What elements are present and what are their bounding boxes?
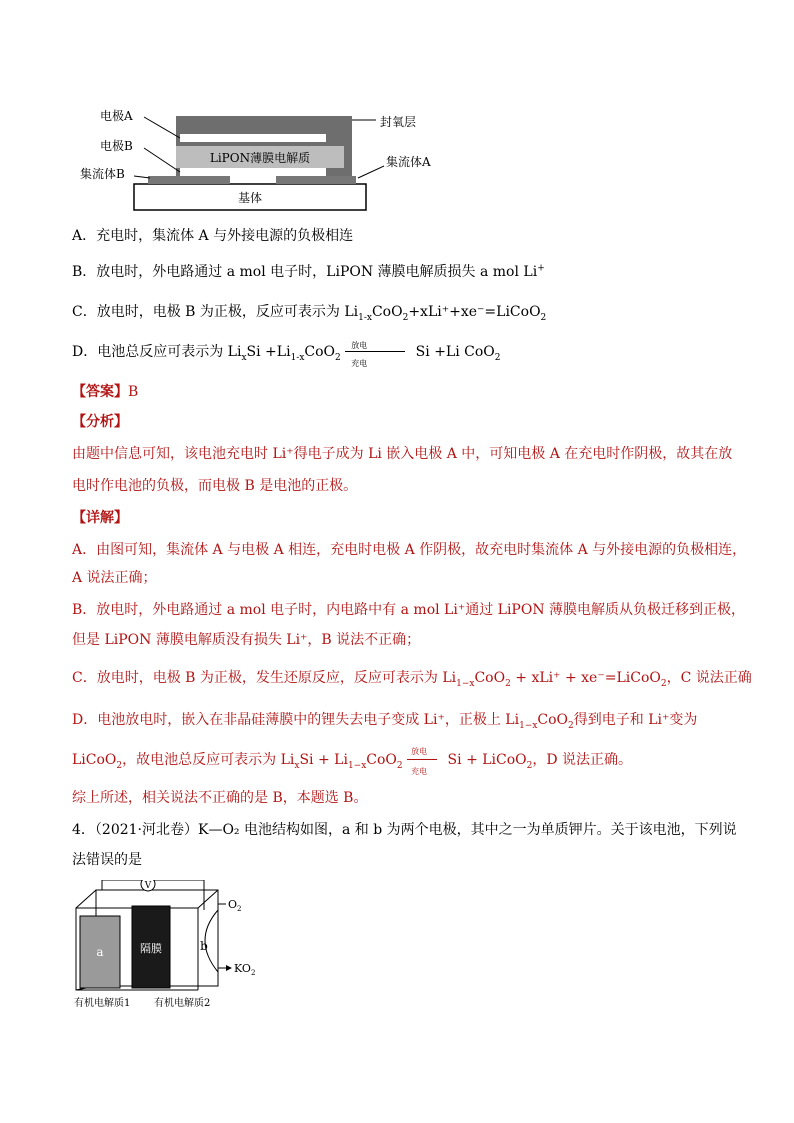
sealing-label: 封氧层 bbox=[380, 115, 417, 129]
option-d: D．电池总反应可表示为 $Li_xSi +Li_{1-x}CoO_2$ 放电 充电 Si +Li CoO$_2$ bbox=[72, 341, 501, 368]
detail-a-1: A．由图可知，集流体 A 与电极 A 相连，充电时电极 A 作阴极，故充电时集流体 A 与外接电源的负极相连， bbox=[72, 542, 747, 558]
electrolyte-label: LiPON薄膜电解质 bbox=[209, 151, 311, 165]
substrate-label: 基体 bbox=[237, 191, 263, 205]
reversible-arrow-icon: 放电 充电 bbox=[407, 750, 443, 770]
option-c: C．放电时，电极 B 为正极，反应可表示为 $Li_{1-x}CoO_2+xLi^++xe^-=LiCoO_2$ bbox=[72, 304, 547, 323]
detail-d-2: LiCoO$_2$，故电池总反应可表示为 $Li_xSi + Li_{1-x}CoO_2$ 放电 充电 Si + LiCoO$_2$，D 说法正确。 bbox=[72, 747, 633, 776]
svg-text:V: V bbox=[144, 881, 152, 891]
question4-line2: 法错误的是 bbox=[72, 852, 142, 868]
question4-line1: 4．（2021·河北卷）K—O₂ 电池结构如图，a 和 b 为两个电极，其中之一为单质钾片。关于该电池，下列说 bbox=[72, 822, 737, 838]
detail-label: 【详解】 bbox=[72, 510, 128, 526]
svg-text:有机电解质2: 有机电解质2 bbox=[154, 998, 211, 1009]
ko2-battery-figure bbox=[72, 880, 272, 1012]
detail-a-2: A 说法正确； bbox=[72, 570, 157, 586]
detail-summary: 综上所述，相关说法不正确的是 B，本题选 B。 bbox=[72, 790, 368, 806]
collector-b-label: 集流体B bbox=[80, 167, 125, 181]
analysis-text-1: 由题中信息可知，该电池充电时 Li⁺得电子成为 Li 嵌入电极 A 中，可知电极 A 在充电时作阴极，故其在放 bbox=[72, 446, 733, 462]
option-b: B．放电时，外电路通过 a mol 电子时，LiPON 薄膜电解质损失 a mol Li+ bbox=[72, 263, 545, 280]
svg-text:有机电解质1: 有机电解质1 bbox=[74, 998, 131, 1009]
svg-text:b: b bbox=[200, 939, 208, 953]
detail-c-1: C．放电时，电极 B 为正极，发生还原反应，反应可表示为 $Li_{1-x}CoO_2 + xLi^+$ + xe⁻=LiCoO$_2$，C 说法正确 bbox=[72, 670, 752, 689]
detail-d-1: D．电池放电时，嵌入在非晶硅薄膜中的锂失去电子变成 Li⁺，正极上 $Li_{1-x}CoO_2$得到电子和 Li⁺变为 bbox=[72, 712, 698, 731]
answer-line: 【答案】B bbox=[72, 384, 139, 400]
analysis-label: 【分析】 bbox=[72, 414, 128, 430]
collector-a-layer bbox=[276, 176, 356, 184]
svg-text:KO2: $KO_2$ bbox=[234, 962, 256, 977]
option-a: A．充电时，集流体 A 与外接电源的负极相连 bbox=[72, 228, 354, 244]
reversible-arrow-icon: 放电 充电 bbox=[345, 342, 411, 362]
electrode-b-label: 电极B bbox=[100, 139, 133, 153]
battery-structure-figure bbox=[76, 106, 456, 214]
svg-text:O2: $O_2$ bbox=[228, 898, 242, 913]
collector-a-label: 集流体A bbox=[386, 155, 431, 169]
svg-text:a: a bbox=[96, 945, 104, 959]
collector-b-layer bbox=[148, 176, 230, 184]
electrode-a-label: 电极A bbox=[100, 109, 133, 123]
detail-b-2: 但是 LiPON 薄膜电解质没有损失 Li⁺，B 说法不正确； bbox=[72, 632, 421, 648]
electrode-b-layer bbox=[180, 168, 326, 176]
electrode-a-layer bbox=[180, 134, 326, 142]
detail-b-1: B．放电时，外电路通过 a mol 电子时，内电路中有 a mol Li⁺通过 LiPON 薄膜电解质从负极迁移到正极， bbox=[72, 602, 746, 618]
analysis-text-2: 电时作电池的负极，而电极 B 是电池的正极。 bbox=[72, 478, 358, 494]
svg-text:隔膜: 隔膜 bbox=[140, 942, 162, 955]
